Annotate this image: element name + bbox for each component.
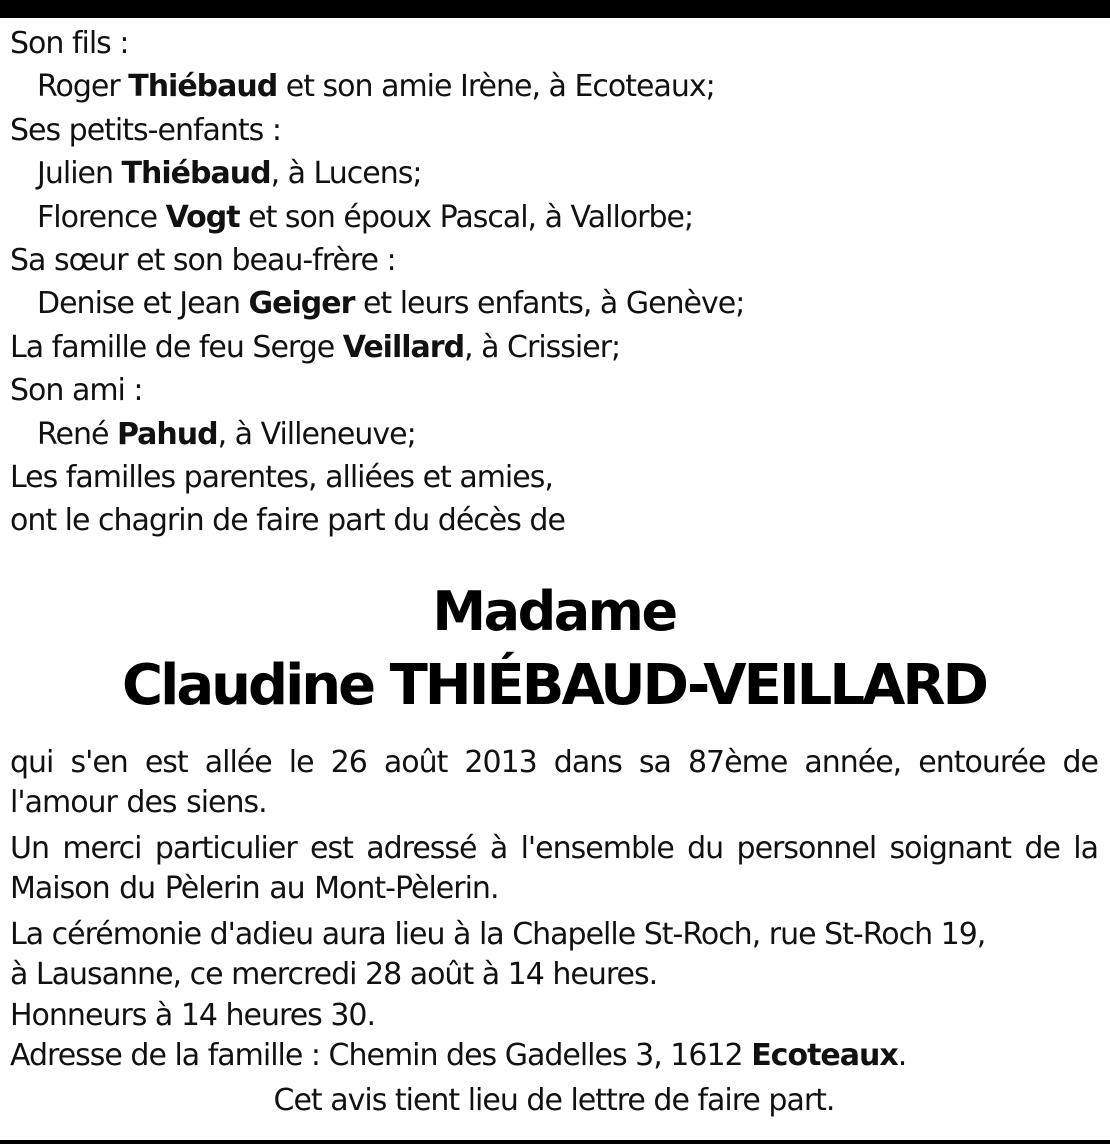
honours-text: Honneurs à 14 heures 30.: [10, 997, 376, 1033]
families-line: Les familles parentes, alliées et amies,: [10, 459, 553, 495]
top-rule: [0, 0, 1110, 18]
notice-details: [10, 743, 1098, 1122]
friend-label: Son ami :: [10, 373, 143, 409]
obituary-notice: [10, 22, 1098, 1121]
deceased-heading: [10, 575, 1098, 723]
sister-label: Sa sœur et son beau-frère :: [10, 242, 396, 278]
sister-details: et leurs enfants, à Genève;: [354, 286, 745, 322]
grandchild-entry-2: [10, 196, 1098, 239]
grandchild-entry-1: [10, 152, 1098, 195]
deceased-name: Claudine THIÉBAUD-VEILLARD: [122, 652, 986, 718]
deceased-title: Madame: [432, 579, 676, 643]
son-first-name: Roger: [37, 69, 129, 105]
friend-surname: Pahud: [116, 416, 218, 452]
late-family-prefix: La famille de feu Serge: [10, 329, 343, 365]
sister-surname: Geiger: [248, 286, 355, 322]
grandchild-1-details: , à Lucens;: [270, 156, 422, 192]
grandchild-2-first-name: Florence: [37, 199, 166, 235]
grandchild-1-surname: Thiébaud: [121, 156, 271, 192]
late-family-entry: [10, 326, 1098, 369]
family-list: [10, 22, 1098, 543]
announcement-line: ont le chagrin de faire part du décès de: [10, 503, 565, 539]
grandchild-2-details: et son époux Pascal, à Vallorbe;: [239, 199, 694, 235]
friend-first-name: René: [37, 416, 117, 452]
ceremony-line-1: La cérémonie d'adieu aura lieu à la Chapelle St-Roch, rue St-Roch 19,: [10, 916, 986, 952]
thanks-text: Un merci particulier est adressé à l'ensemble du personnel soignant de la Maison du Pèlerin au Mont-Pèlerin.: [10, 830, 1098, 907]
closing-note: Cet avis tient lieu de lettre de faire part.: [273, 1082, 835, 1118]
son-details: et son amie Irène, à Ecoteaux;: [277, 69, 715, 105]
bottom-rule: [0, 1140, 1110, 1144]
grandchild-2-surname: Vogt: [165, 199, 240, 235]
grandchild-1-first-name: Julien: [37, 156, 122, 192]
passing-text: qui s'en est allée le 26 août 2013 dans sa 87ème année, entourée de l'amour des siens.: [10, 744, 1098, 821]
address-town: Ecoteaux: [751, 1038, 898, 1074]
address-end: .: [897, 1038, 907, 1074]
late-family-surname: Veillard: [342, 329, 465, 365]
sister-first-names: Denise et Jean: [37, 286, 249, 322]
sister-entry: [10, 282, 1098, 325]
son-entry: [10, 65, 1098, 108]
son-surname: Thiébaud: [128, 69, 278, 105]
family-address: [10, 1036, 1098, 1077]
grandchildren-label: Ses petits-enfants :: [10, 112, 281, 148]
son-label: Son fils :: [10, 26, 129, 61]
friend-entry: [10, 413, 1098, 456]
late-family-details: , à Crissier;: [464, 329, 621, 365]
friend-details: , à Villeneuve;: [217, 416, 416, 452]
ceremony-line-2: à Lausanne, ce mercredi 28 août à 14 heures.: [10, 957, 658, 993]
address-street: Adresse de la famille : Chemin des Gadelles 3, 1612: [10, 1038, 752, 1074]
